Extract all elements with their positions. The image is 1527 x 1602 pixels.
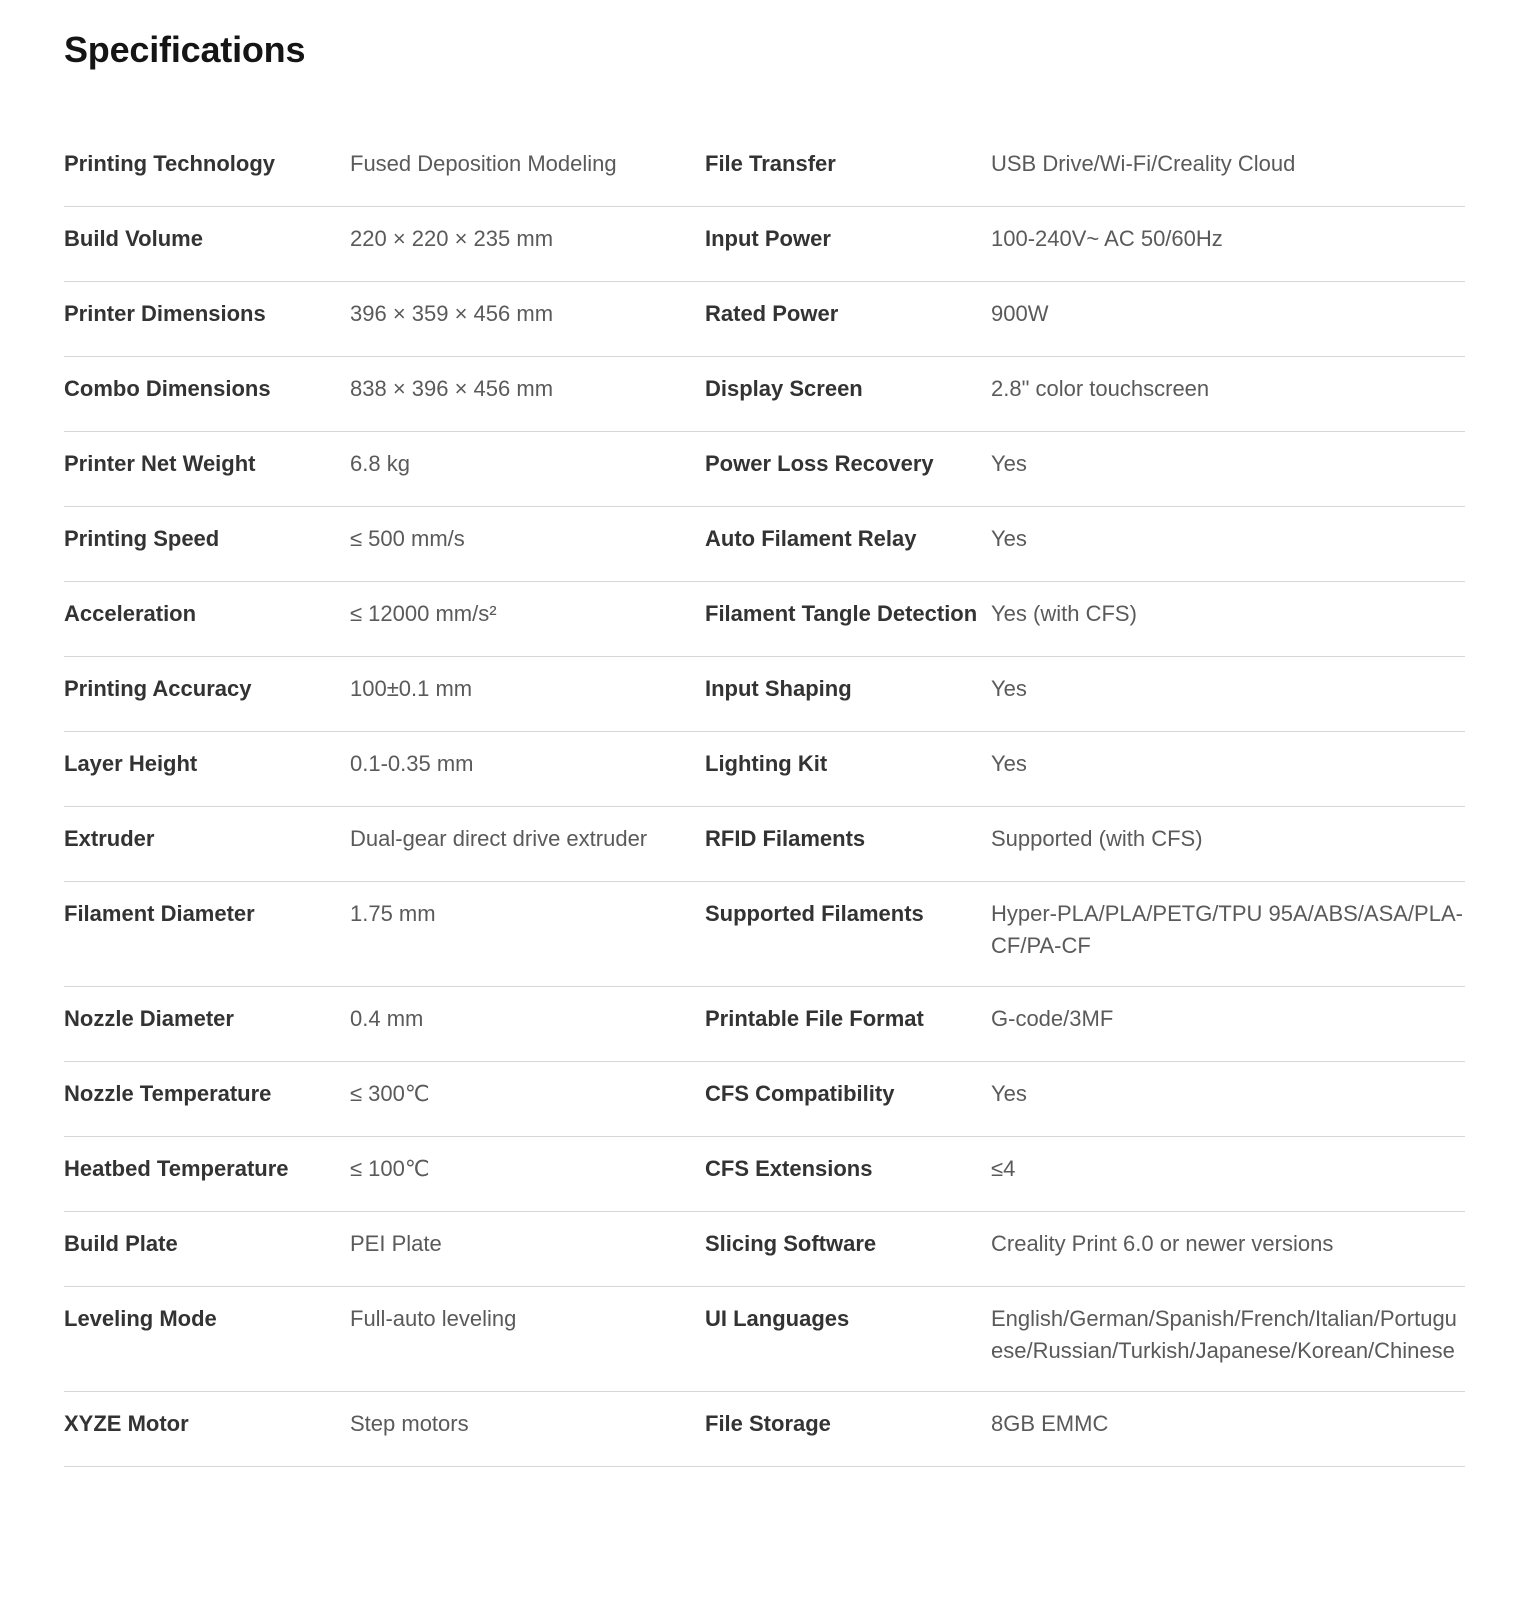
spec-row [64, 732, 1465, 807]
spec-row [64, 1137, 1465, 1212]
spec-value-left: ≤ 300℃ [350, 1081, 430, 1106]
spec-label-left: Printing Technology [64, 151, 276, 176]
spec-row [64, 207, 1465, 282]
spec-value-right: Yes [991, 676, 1027, 701]
spec-label-right: Input Shaping [705, 676, 852, 701]
spec-label-left: Build Volume [64, 226, 203, 251]
spec-row [64, 132, 1465, 207]
spec-value-left: Fused Deposition Modeling [350, 151, 617, 176]
spec-label-left: Printer Net Weight [64, 451, 256, 476]
spec-value-left: Full-auto leveling [350, 1306, 517, 1331]
spec-label-right: Slicing Software [705, 1231, 877, 1256]
spec-label-right: Display Screen [705, 376, 863, 401]
spec-value-right: Hyper-PLA/PLA/PETG/TPU 95A/ABS/ASA/PLA-CF/PA-CF [991, 901, 1463, 958]
spec-label-left: Layer Height [64, 751, 198, 776]
spec-label-right: Input Power [705, 226, 831, 251]
spec-value-left: 0.4 mm [350, 1006, 424, 1031]
spec-value-right: Yes [991, 451, 1027, 476]
spec-label-right: CFS Extensions [705, 1156, 873, 1181]
spec-value-right: Yes [991, 526, 1027, 551]
spec-label-left: Nozzle Diameter [64, 1006, 234, 1031]
spec-row [64, 1212, 1465, 1287]
spec-label-right: UI Languages [705, 1306, 850, 1331]
spec-value-left: PEI Plate [350, 1231, 442, 1256]
spec-value-right: Creality Print 6.0 or newer versions [991, 1231, 1334, 1256]
spec-value-right: 900W [991, 301, 1049, 326]
spec-label-right: RFID Filaments [705, 826, 866, 851]
spec-value-right: Supported (with CFS) [991, 826, 1203, 851]
spec-row [64, 1062, 1465, 1137]
spec-label-left: Combo Dimensions [64, 376, 271, 401]
specifications-table [64, 132, 1465, 1467]
spec-value-left: 838 × 396 × 456 mm [350, 376, 554, 401]
spec-label-right: Power Loss Recovery [705, 451, 934, 476]
spec-value-right: 100-240V~ AC 50/60Hz [991, 226, 1223, 251]
spec-label-left: Printing Speed [64, 526, 220, 551]
spec-row [64, 807, 1465, 882]
spec-label-right: Printable File Format [705, 1006, 924, 1031]
spec-label-right: File Storage [705, 1411, 831, 1436]
page-title: Specifications [64, 29, 306, 70]
spec-label-right: Filament Tangle Detection [705, 601, 978, 626]
spec-value-right: USB Drive/Wi-Fi/Creality Cloud [991, 151, 1296, 176]
spec-label-left: Filament Diameter [64, 901, 255, 926]
spec-value-right: Yes [991, 1081, 1027, 1106]
spec-value-left: 1.75 mm [350, 901, 436, 926]
spec-row [64, 657, 1465, 732]
spec-value-right: G-code/3MF [991, 1006, 1114, 1031]
spec-label-right: Auto Filament Relay [705, 526, 917, 551]
spec-row [64, 987, 1465, 1062]
spec-label-left: Extruder [64, 826, 155, 851]
spec-value-left: 220 × 220 × 235 mm [350, 226, 554, 251]
spec-row [64, 357, 1465, 432]
spec-value-left: Step motors [350, 1411, 469, 1436]
spec-row [64, 282, 1465, 357]
spec-value-left: ≤ 12000 mm/s² [350, 601, 497, 626]
spec-value-right: English/German/Spanish/French/Italian/Portuguese/Russian/Turkish/Japanese/Korean/Chinese [991, 1306, 1457, 1363]
spec-label-right: Supported Filaments [705, 901, 924, 926]
spec-value-left: 100±0.1 mm [350, 676, 473, 701]
spec-label-left: XYZE Motor [64, 1411, 189, 1436]
spec-row [64, 882, 1465, 987]
spec-label-right: CFS Compatibility [705, 1081, 895, 1106]
spec-label-left: Build Plate [64, 1231, 178, 1256]
spec-value-left: 396 × 359 × 456 mm [350, 301, 554, 326]
spec-value-left: 0.1-0.35 mm [350, 751, 474, 776]
spec-value-right: 8GB EMMC [991, 1411, 1109, 1436]
spec-value-left: Dual-gear direct drive extruder [350, 826, 648, 851]
spec-label-left: Nozzle Temperature [64, 1081, 272, 1106]
spec-row [64, 1392, 1465, 1467]
spec-value-right: ≤4 [991, 1156, 1016, 1181]
spec-label-left: Printing Accuracy [64, 676, 252, 701]
spec-value-left: 6.8 kg [350, 451, 410, 476]
spec-row [64, 582, 1465, 657]
spec-value-left: ≤ 500 mm/s [350, 526, 465, 551]
spec-row [64, 1287, 1465, 1392]
spec-label-left: Leveling Mode [64, 1306, 217, 1331]
spec-row [64, 507, 1465, 582]
spec-value-right: Yes [991, 751, 1027, 776]
spec-value-right: 2.8" color touchscreen [991, 376, 1210, 401]
spec-label-right: Lighting Kit [705, 751, 828, 776]
spec-label-left: Printer Dimensions [64, 301, 266, 326]
spec-label-left: Heatbed Temperature [64, 1156, 289, 1181]
spec-label-right: Rated Power [705, 301, 839, 326]
spec-row [64, 432, 1465, 507]
spec-label-left: Acceleration [64, 601, 197, 626]
spec-value-right: Yes (with CFS) [991, 601, 1137, 626]
spec-label-right: File Transfer [705, 151, 836, 176]
spec-value-left: ≤ 100℃ [350, 1156, 430, 1181]
